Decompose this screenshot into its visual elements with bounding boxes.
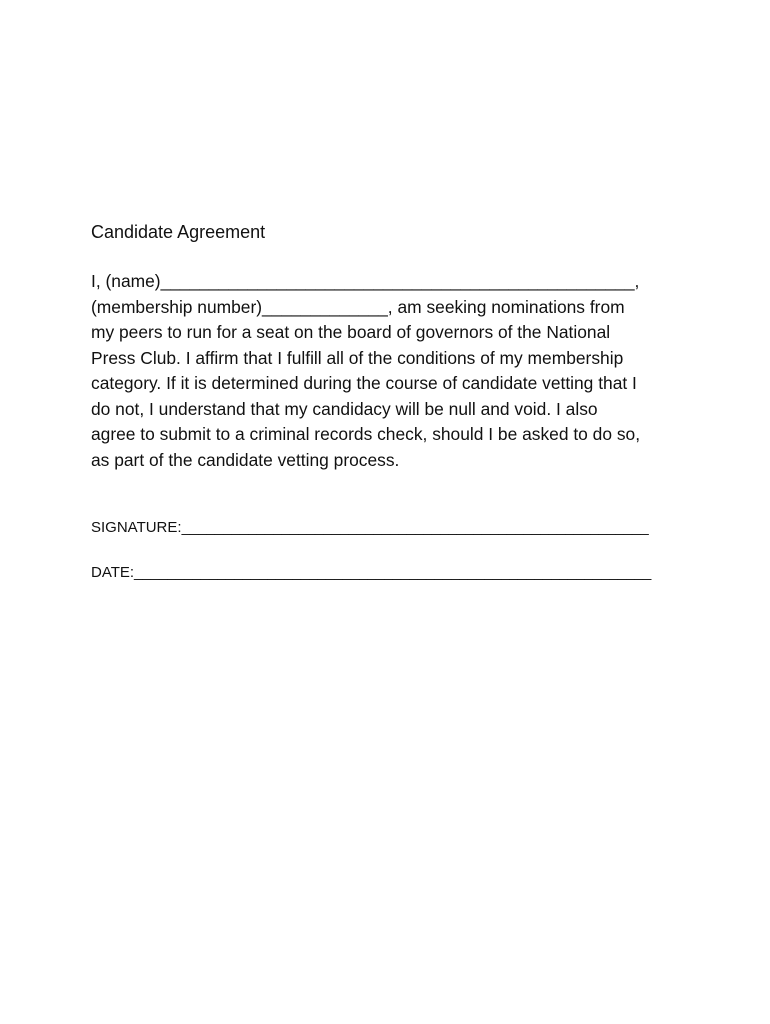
body-line: Press Club. I affirm that I fulfill all of the conditions of my membership [91, 347, 624, 368]
agreement-body [91, 269, 691, 473]
body-line: my peers to run for a seat on the board of governors of the National [91, 322, 611, 342]
document-title: Candidate Agreement [91, 222, 266, 242]
body-line: (membership number)_____________, am seeking nominations from [91, 296, 625, 317]
body-line: agree to submit to a criminal records check, should I be asked to do so, [91, 424, 641, 444]
body-line: I, (name)_________________________________________________, [91, 271, 640, 291]
date-field: DATE:______________________________________________________________ [91, 564, 652, 581]
body-line: do not, I understand that my candidacy will be null and void. I also [91, 398, 598, 419]
body-line: category. If it is determined during the course of candidate vetting that I [91, 373, 637, 393]
body-line: as part of the candidate vetting process. [91, 449, 400, 470]
signature-field: SIGNATURE:________________________________________________________ [91, 519, 649, 536]
